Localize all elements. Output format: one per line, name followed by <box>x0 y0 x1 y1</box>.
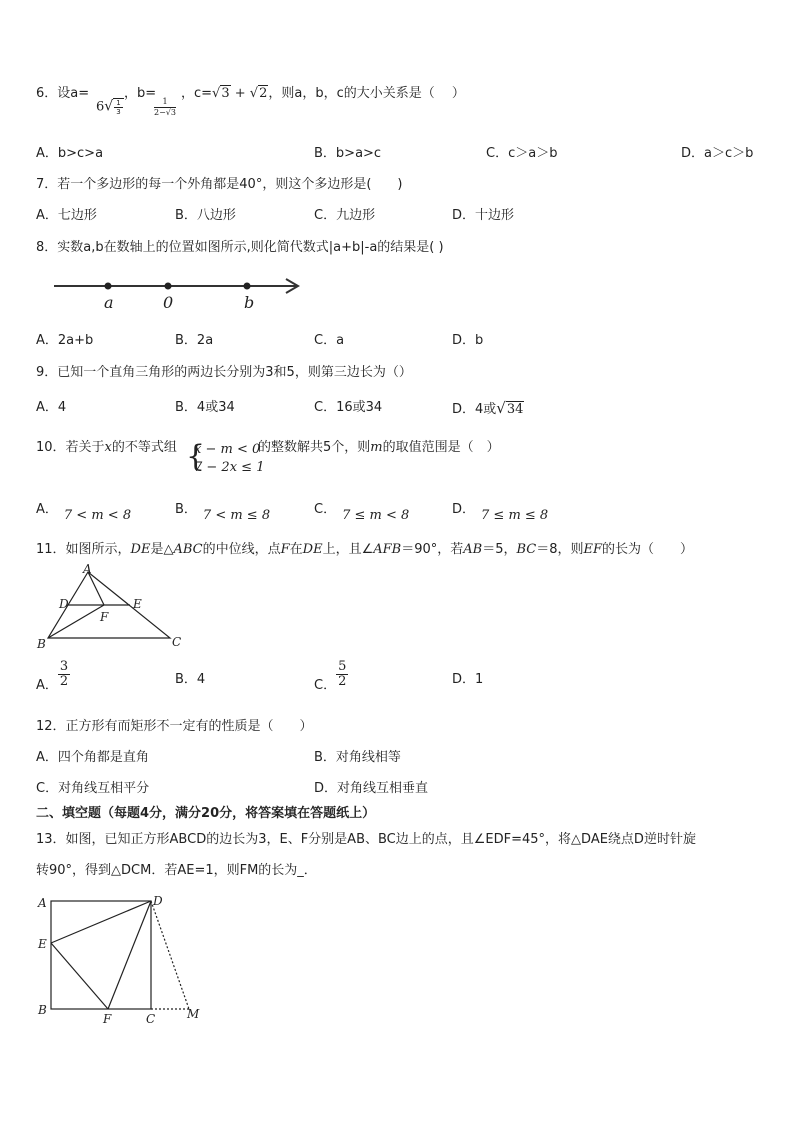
q6-c-expr: ，c=√3 + √2，则a，b，c的大小关系是（ ） <box>181 86 465 101</box>
q12-option-c: C．对角线互相平分 <box>36 781 150 796</box>
q9-option-c: C．16或34 <box>314 400 383 415</box>
q11-stem: 11．如图所示，DE是△ABC的中位线，点F在DE上，且∠AFB＝90°，若AB＝5，BC＝8，则EF的长为（ ） <box>36 542 694 557</box>
q10-option-d: D． 7 ≤ m ≤ 8 <box>452 502 549 523</box>
q8-option-a: A．2a+b <box>36 333 94 348</box>
q6-a-fraction: $\frac{1}{3}$ <box>113 98 123 116</box>
q10-ineq2: 7 − 2x ≤ 1 <box>194 460 265 475</box>
segment-dm-dotted <box>151 901 189 1009</box>
label-D: D <box>59 597 69 611</box>
q11-option-d: D．1 <box>452 672 484 687</box>
label-E: E <box>133 597 142 611</box>
point-b-dot <box>244 283 251 290</box>
q7-option-c: C．九边形 <box>314 208 376 223</box>
q10-stem: 10．若关于x的不等式组 <box>36 440 177 455</box>
q11-triangle-figure <box>34 560 194 652</box>
label-M: M <box>187 1007 200 1021</box>
section-heading: 二、填空题（每题4分，满分20分，将答案填在答题纸上） <box>36 806 376 821</box>
q6-option-b: B．b>a>c <box>314 146 382 161</box>
label-C: C <box>146 1012 156 1026</box>
q12-stem: 12．正方形有而矩形不一定有的性质是（ ） <box>36 719 313 734</box>
label-b: b <box>244 293 255 312</box>
q8-option-d: D．b <box>452 333 484 348</box>
q8-stem: 8．实数a,b在数轴上的位置如图所示,则化简代数式|a+b|-a的结果是( ) <box>36 240 444 255</box>
q7-stem: 7．若一个多边形的每一个外角都是40°，则这个多边形是( ) <box>36 177 403 192</box>
label-C: C <box>172 635 182 649</box>
q10-ineq1: x − m < 0 <box>194 442 261 457</box>
label-F: F <box>100 610 109 624</box>
label-a: a <box>104 293 114 312</box>
q13-stem-line2: 转90°，得到△DCM．若AE=1，则FM的长为_． <box>36 863 317 878</box>
q9-option-a: A．4 <box>36 400 67 415</box>
q6-option-d: D．a＞c＞b <box>681 146 754 161</box>
square-abcd <box>51 901 151 1009</box>
q10-option-c: C． 7 ≤ m < 8 <box>314 502 410 523</box>
q13-stem-line1: 13．如图，已知正方形ABCD的边长为3，E、F分别是AB、BC边上的点，且∠EDF=45°，将△DAE绕点D逆时针旋 <box>36 832 696 847</box>
q9-option-b: B．4或34 <box>175 400 235 415</box>
q8-number-line-figure <box>48 272 308 316</box>
q6-b-label: ，b= <box>124 86 157 101</box>
point-zero-dot <box>165 283 172 290</box>
q9-stem: 9．已知一个直角三角形的两边长分别为3和5，则第三边长为（） <box>36 365 412 380</box>
segment-de <box>51 901 151 943</box>
q7-option-d: D．十边形 <box>452 208 515 223</box>
q6-option-a: A．b>c>a <box>36 146 104 161</box>
q6-suffix: ，则a，b，c的大小关系是（ ） <box>268 86 465 101</box>
label-B: B <box>38 1003 47 1017</box>
label-zero: 0 <box>163 293 174 312</box>
label-A: A <box>38 896 47 910</box>
q6-a-coef: 6 <box>96 99 105 115</box>
q6-a-expr: 6√ $\frac{1}{3}$ <box>96 98 124 116</box>
q8-option-c: C．a <box>314 333 345 348</box>
label-A: A <box>83 562 92 576</box>
segment-bf <box>48 605 104 638</box>
point-a-dot <box>105 283 112 290</box>
label-D: D <box>153 894 163 908</box>
label-F: F <box>103 1012 112 1026</box>
q12-option-a: A．四个角都是直角 <box>36 750 149 765</box>
segment-df <box>108 901 151 1009</box>
q10-option-a: A． 7 < m < 8 <box>36 502 132 523</box>
q6-stem <box>36 86 89 102</box>
segment-ef <box>51 943 108 1009</box>
q7-option-a: A．七边形 <box>36 208 97 223</box>
q11-option-a: A． $\frac{3}{2}$ <box>36 659 69 693</box>
q6-b-fraction: $\frac{1}{2-√3}$ <box>154 97 176 117</box>
segment-af <box>88 572 104 605</box>
label-B: B <box>37 637 46 651</box>
q9-option-d: D．4或√34 <box>452 399 524 417</box>
q8-option-b: B．2a <box>175 333 214 348</box>
q10-option-b: B． 7 < m ≤ 8 <box>175 502 271 523</box>
q13-square-figure <box>34 892 214 1026</box>
q6-prefix: 6．设a= <box>36 86 90 101</box>
q6-option-c: C．c＞a＞b <box>486 146 558 161</box>
q10-stem-end: 的整数解共5个，则m的取值范围是（ ） <box>258 440 500 455</box>
q11-option-b: B．4 <box>175 672 206 687</box>
q12-option-d: D．对角线互相垂直 <box>314 781 429 796</box>
q12-option-b: B．对角线相等 <box>314 750 401 765</box>
label-E: E <box>38 937 47 951</box>
q7-option-b: B．八边形 <box>175 208 236 223</box>
q11-option-c: C． $\frac{5}{2}$ <box>314 659 347 693</box>
